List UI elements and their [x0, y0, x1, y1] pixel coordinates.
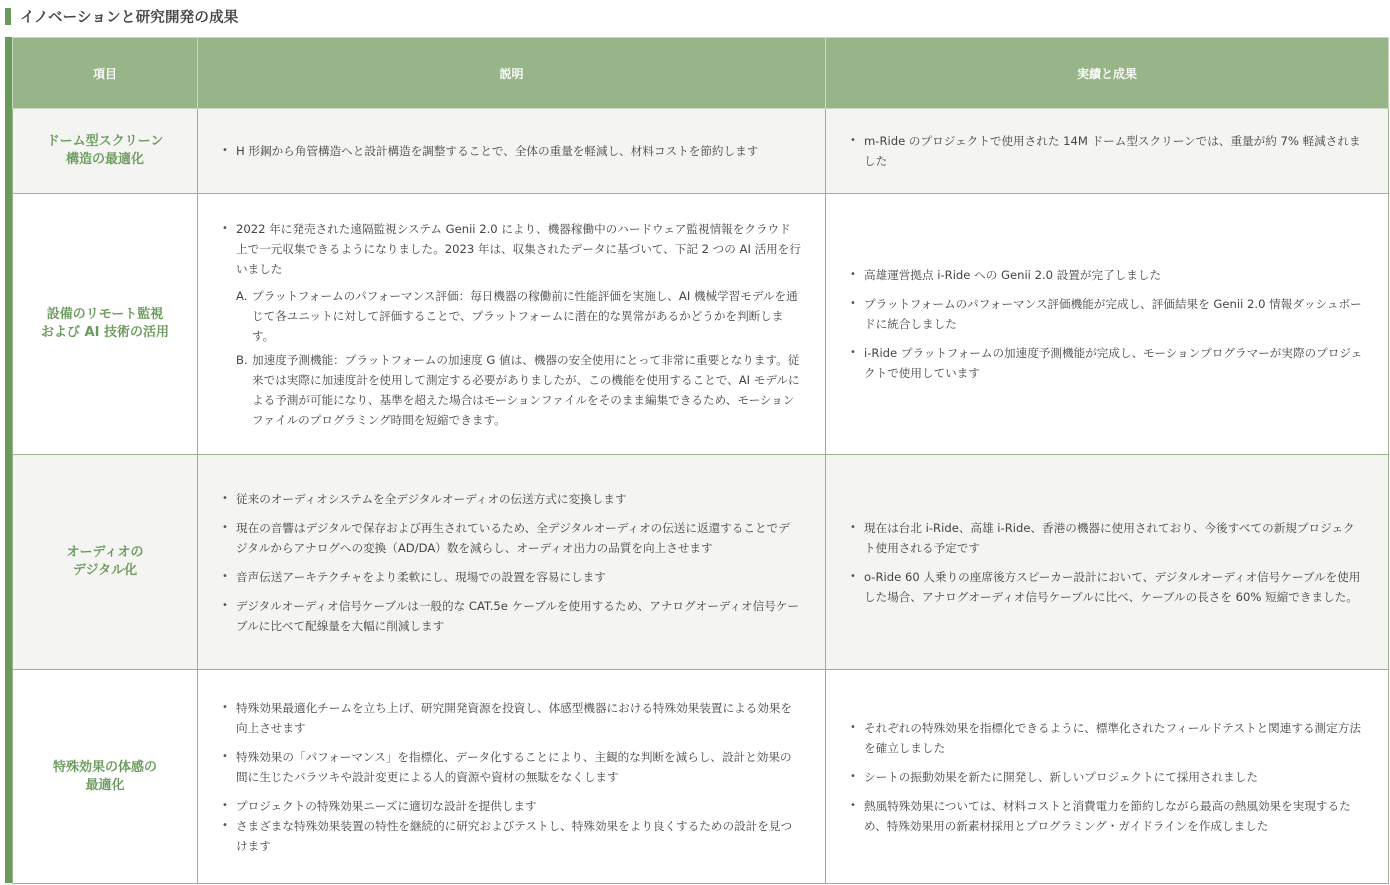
item-line: 構造の最適化 [65, 152, 144, 167]
header-results: 実績と成果 [826, 38, 1389, 109]
row-description [198, 194, 826, 455]
item-line: オーディオの [66, 545, 144, 560]
row-item [13, 194, 198, 455]
list-item: • m-Ride のプロジェクトで使用された 14M ドーム型スクリーンでは、重量が約 7% 軽減されました [850, 131, 1364, 171]
item-line: 最適化 [85, 777, 125, 793]
list-item: • 特殊効果の「パフォーマンス」を指標化、データ化することにより、主観的な判断を減らし、設計と効果の間に生じたバラツキや設計変更による人的資源や資材の無駄をなくします [222, 747, 801, 787]
list-item: • シートの振動効果を新たに開発し、新しいプロジェクトにて採用されました [850, 767, 1364, 787]
row-results [826, 194, 1389, 455]
row-item [13, 109, 198, 194]
list-item: • i-Ride プラットフォームの加速度予測機能が完成し、モーションプログラマーが実際のプロジェクトで使用しています [850, 343, 1364, 383]
list-item: • o-Ride 60 人乗りの座席後方スピーカー設計において、デジタルオーディオ信号ケーブルを使用した場合、アナログオーディオ信号ケーブルに比べ、ケーブルの長さを 60% 短縮できました。 [850, 567, 1364, 607]
sub-list-item [236, 350, 801, 430]
table-header-row [13, 38, 1389, 109]
row-results [826, 109, 1389, 194]
list-item: • プロジェクトの特殊効果ニーズに適切な設計を提供します [222, 796, 801, 816]
row-description [198, 455, 826, 670]
page-title: イノベーションと研究開発の成果 [20, 9, 239, 26]
item-line: 特殊効果の体感の [52, 759, 157, 775]
heading-accent-bar [5, 8, 11, 25]
list-item: • 従来のオーディオシステムを全デジタルオーディオの伝送方式に変換します [222, 489, 801, 509]
row-item [13, 670, 198, 884]
sub-list-item [236, 286, 801, 346]
page-heading [5, 7, 238, 25]
list-item: • 現在の音響はデジタルで保存および再生されているため、全デジタルオーディオの伝送に返還することでデジタルからアナログへの変換（AD/DA）数を減らし、オーディオ出力の品質を向上させます [222, 518, 801, 558]
item-line: 設備のリモート監視 [46, 307, 164, 322]
sub-list-marker: A. [236, 288, 248, 303]
table-row [13, 455, 1389, 670]
list-item: • 特殊効果最適化チームを立ち上げ、研究開発資源を投資し、体感型機器における特殊効果装置による効果を向上させます [222, 698, 801, 738]
list-item: • 現在は台北 i-Ride、高雄 i-Ride、香港の機器に使用されており、今後すべての新規プロジェクト使用される予定です [850, 518, 1364, 558]
row-results [826, 455, 1389, 670]
row-results [826, 670, 1389, 884]
list-item: • さまざまな特殊効果装置の特性を継続的に研究およびテストし、特殊効果をより良くするための設計を見つけます [222, 816, 801, 856]
list-item-text: 2022 年に発売された遠隔監視システム Genii 2.0 により、機器稼働中のハードウェア監視情報をクラウド上で一元収集できるようになりました。2023 年は、収集されたデータに基づいて、下記 2 つの AI 活用を行いました [236, 221, 801, 276]
results-table [12, 37, 1389, 884]
table-row [13, 109, 1389, 194]
list-item: • H 形鋼から角管構造へと設計構造を調整することで、全体の重量を軽減し、材料コストを節約します [222, 141, 801, 161]
list-item: • デジタルオーディオ信号ケーブルは一般的な CAT.5e ケーブルを使用するため、アナログオーディオ信号ケーブルに比べて配線量を大幅に削減します [222, 596, 801, 636]
item-line: デジタル化 [72, 563, 138, 578]
header-description: 説明 [198, 38, 826, 109]
sub-list [236, 286, 801, 430]
table-row [13, 670, 1389, 884]
list-item: • 熱風特殊効果については、材料コストと消費電力を節約しながら最高の熱風効果を実現するため、特殊効果用の新素材採用とプログラミング・ガイドラインを作成しました [850, 796, 1364, 836]
row-description [198, 109, 826, 194]
row-item [13, 455, 198, 670]
list-item [222, 219, 801, 430]
results-table-wrapper [5, 37, 1388, 883]
item-line: ドーム型スクリーン [46, 134, 164, 149]
sub-list-marker: B. [236, 352, 248, 367]
sub-list-text: プラットフォームのパフォーマンス評価：毎日機器の稼働前に性能評価を実施し、AI 機械学習モデルを通じて各ユニットに対して評価することで、プラットフォームに潜在的な異常があるかどうかを判断します。 [252, 288, 798, 343]
header-item: 項目 [13, 38, 198, 109]
table-row [13, 194, 1389, 455]
list-item: • 音声伝送アーキテクチャをより柔軟にし、現場での設置を容易にします [222, 567, 801, 587]
item-line: および AI 技術の活用 [41, 325, 169, 340]
list-item: • 高雄運営拠点 i-Ride への Genii 2.0 設置が完了しました [850, 265, 1364, 285]
row-description [198, 670, 826, 884]
sub-list-text: 加速度予測機能：プラットフォームの加速度 G 値は、機器の安全使用にとって非常に重要となります。従来では実際に加速度計を使用して測定する必要がありましたが、この機能を使用することで、AI モデルによる予測が可能になり、基準を超えた場合はモーションファイルをそのまま編集できるため、モーションファイルのプログラミング時間を短縮できます。 [252, 352, 800, 427]
list-item: • プラットフォームのパフォーマンス評価機能が完成し、評価結果を Genii 2.0 情報ダッシュボードに統合しました [850, 294, 1364, 334]
list-item: • それぞれの特殊効果を指標化できるように、標準化されたフィールドテストと関連する測定方法を確立しました [850, 718, 1364, 758]
